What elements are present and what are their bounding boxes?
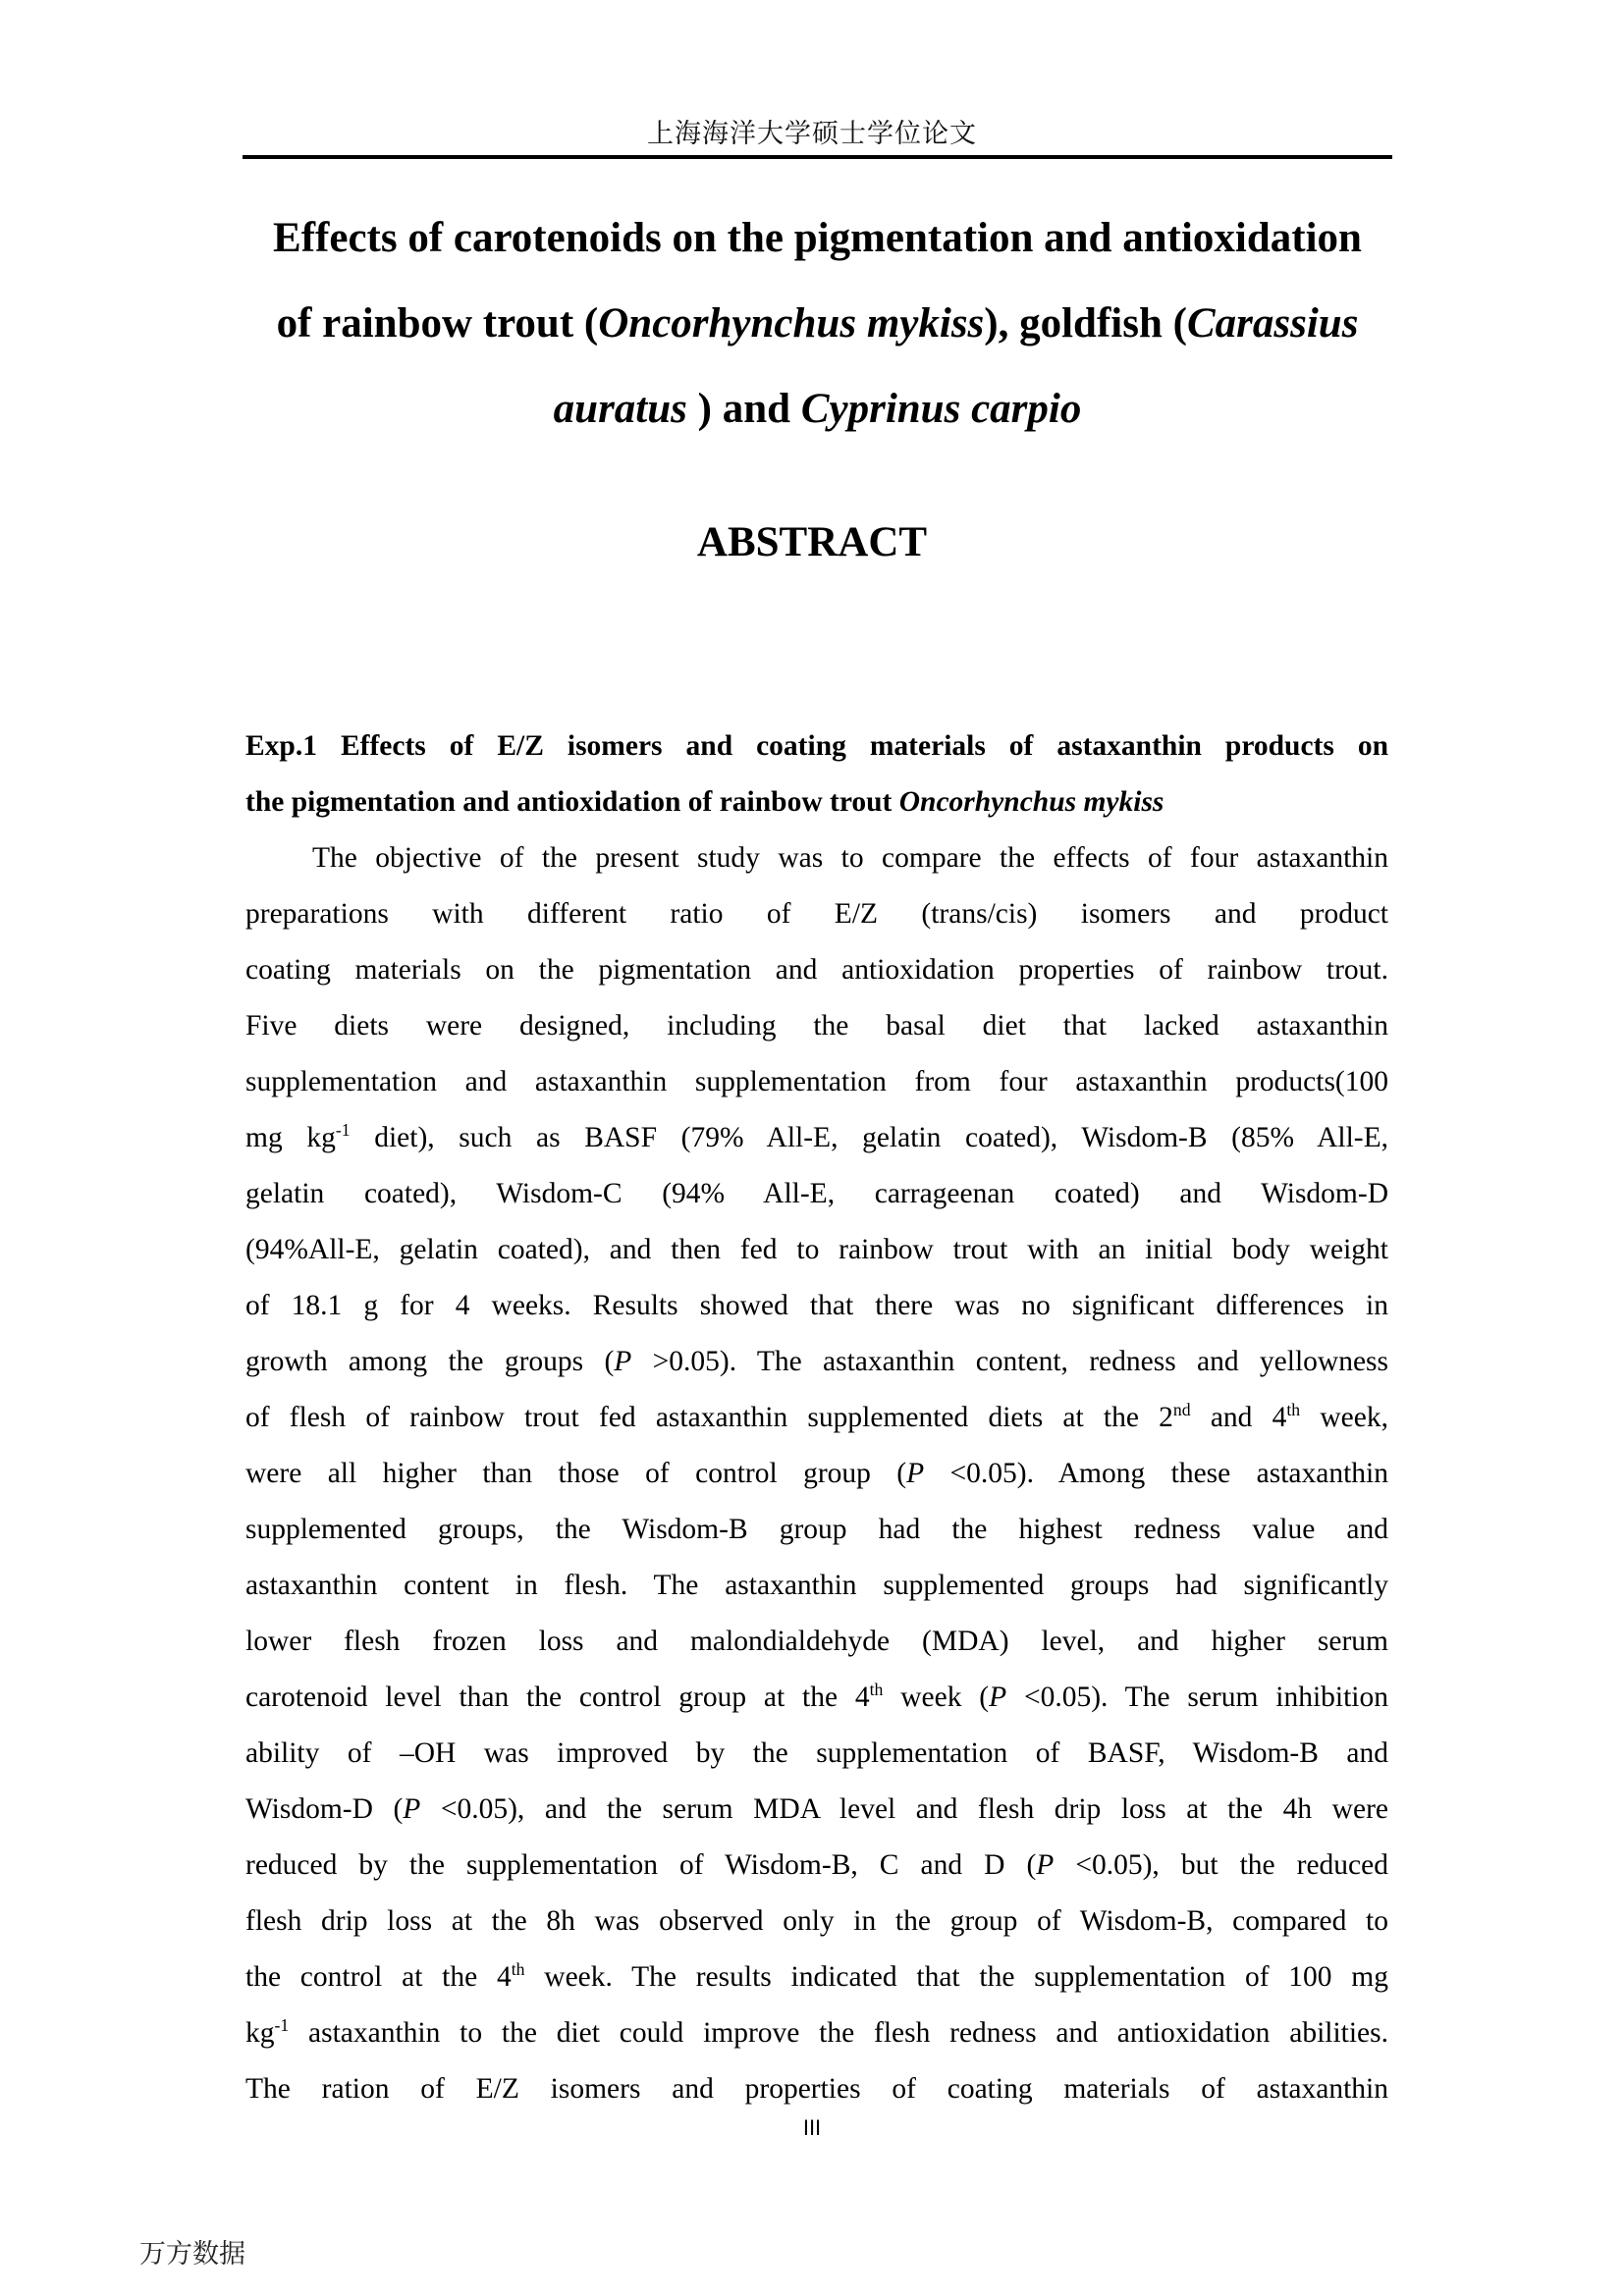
running-header: 上海海洋大学硕士学位论文 — [647, 119, 977, 149]
paragraph-line: were all higher than those of control group (P <0.05). Among these astaxanthin — [245, 1458, 1388, 1489]
header-rule — [243, 155, 1392, 159]
paragraph-line: supplemented groups, the Wisdom-B group had the highest redness value and — [245, 1514, 1388, 1545]
paragraph-line: $kg^{-1}$ astaxanthin to the diet could improve the flesh redness and antioxidation abilities. — [245, 2015, 1388, 2049]
title-line-3: auratus ) and Cyprinus carpio — [553, 386, 1082, 432]
paragraph-line: preparations with different ratio of E/Z (trans/cis) isomers and product — [245, 898, 1388, 930]
paragraph-line: flesh drip loss at the 8h was observed only in the group of Wisdom-B, compared to — [245, 1905, 1388, 1937]
page-number: III — [802, 2115, 822, 2140]
paragraph-line: Wisdom-D (P <0.05), and the serum MDA level and flesh drip loss at the 4h were — [245, 1793, 1388, 1825]
paragraph-line: of flesh of rainbow trout fed astaxanthin supplemented diets at the 2nd and 4th week, — [245, 1400, 1388, 1433]
paragraph-line: ability of –OH was improved by the supplementation of BASF, Wisdom-B and — [245, 1737, 1388, 1769]
paragraph-line: The objective of the present study was to compare the effects of four astaxanthin — [312, 842, 1388, 874]
paragraph-line: growth among the groups (P >0.05). The astaxanthin content, redness and yellowness — [245, 1346, 1388, 1377]
abstract-heading: ABSTRACT — [696, 519, 928, 565]
watermark: 万方数据 — [139, 2239, 245, 2269]
paragraph-line: gelatin coated), Wisdom-C (94% All-E, carrageenan coated) and Wisdom-D — [245, 1178, 1388, 1209]
paragraph-line: lower flesh frozen loss and malondialdehyde (MDA) level, and higher serum — [245, 1626, 1388, 1657]
paragraph-line: the control at the 4th week. The results indicated that the supplementation of 100 mg — [245, 1959, 1388, 1993]
title-line-2: of rainbow trout (Oncorhynchus mykiss), goldfish (Carassius — [276, 300, 1359, 347]
paragraph-line: coating materials on the pigmentation and antioxidation properties of rainbow trout. — [245, 954, 1388, 986]
paragraph-line: carotenoid level than the control group at the 4th week (P <0.05). The serum inhibition — [245, 1680, 1388, 1713]
paragraph-line: Five diets were designed, including the basal diet that lacked astaxanthin — [245, 1010, 1388, 1041]
title-line-1: Effects of carotenoids on the pigmentation and antioxidation — [273, 215, 1362, 261]
paragraph-line: astaxanthin content in flesh. The astaxanthin supplemented groups had significantly — [245, 1570, 1388, 1601]
paragraph-line: The ration of E/Z isomers and properties of coating materials of astaxanthin — [245, 2073, 1388, 2105]
paragraph-line: reduced by the supplementation of Wisdom-B, C and D (P <0.05), but the reduced — [245, 1849, 1388, 1881]
section-heading-line-2: the pigmentation and antioxidation of rainbow trout Oncorhynchus mykiss — [245, 786, 1164, 818]
paragraph-line: of 18.1 g for 4 weeks. Results showed that there was no significant differences in — [245, 1290, 1388, 1321]
paragraph-line: (94%All-E, gelatin coated), and then fed to rainbow trout with an initial body weight — [245, 1234, 1388, 1265]
paragraph-line: supplementation and astaxanthin supplementation from four astaxanthin products(100 — [245, 1066, 1388, 1097]
paragraph-line: mg $kg^{-1}$ diet), such as BASF (79% All-E, gelatin coated), Wisdom-B (85% All-E, — [245, 1120, 1388, 1153]
section-heading-line-1: Exp.1 Effects of E/Z isomers and coating materials of astaxanthin products on — [245, 730, 1388, 762]
